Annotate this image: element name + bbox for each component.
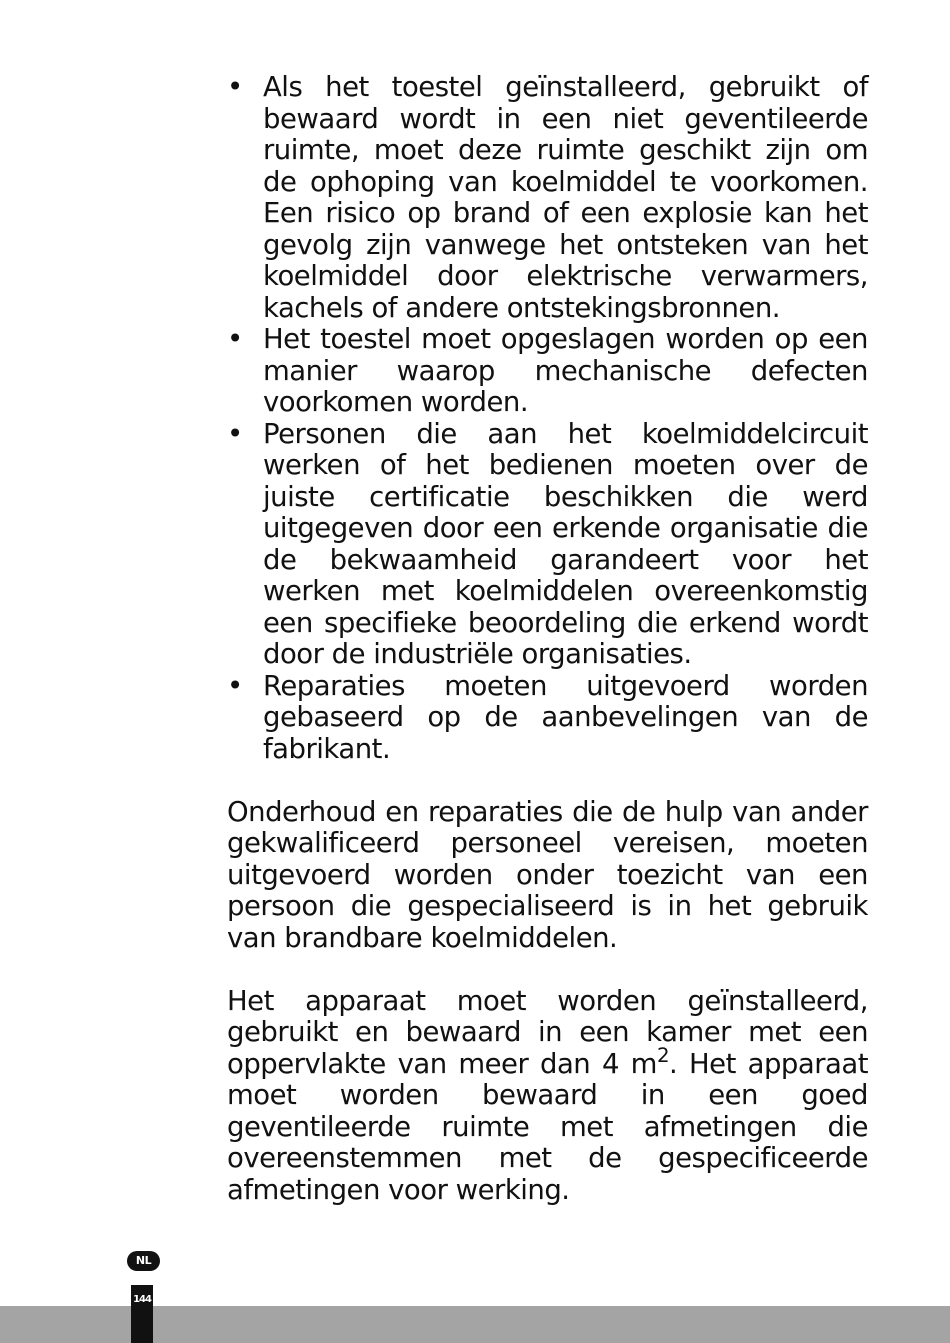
maintenance-paragraph: Onderhoud en reparaties die de hulp van ander gekwalificeerd personeel vereisen, moeten uitgevoerd worden onder toezicht van een persoon die gespecialiseerd is in het gebruik van brandbare koelmiddelen. [227,795,868,954]
list-item-text: Het toestel moet opgeslagen worden op een manier waarop mechanische defecten voorkomen worden. [263,323,868,418]
installation-text-end: . Het apparaat moet worden bewaard in een goed geventileerde ruimte met afmetingen die overeenstemmen met de gespecificeerde afmetingen voor werking. [227,1047,869,1206]
bullet-icon: • [227,417,243,450]
bullet-icon: • [227,669,243,702]
bullet-icon: • [227,323,243,355]
language-badge: NL [127,1251,160,1271]
list-item-text: Als het toestel geïnstalleerd, gebruikt of bewaard wordt in een niet geventileerde ruimte, moet deze ruimte geschikt zijn om de ophoping van koelmiddel te voorkomen. Een risico op brand of een explosie kan het gevolg zijn vanwege het ontsteken van het koelmiddel door elektrische verwarmers, kachels of andere ontstekingsbronnen. [263,71,868,324]
installation-text-start: Het apparaat moet worden geïnstalleerd, gebruikt en bewaard in een kamer met een oppervlakte van meer dan 4 m [227,984,868,1080]
list-item [227,419,868,671]
page-number: 144 [133,1294,151,1305]
bullet-list [227,72,868,765]
installation-paragraph [227,986,868,1207]
page-content [227,72,868,1206]
list-item [227,324,868,419]
list-item-text: Reparaties moeten uitgevoerd worden gebaseerd op de aanbevelingen van de fabrikant. [263,669,868,765]
list-item [227,671,868,766]
list-item-text: Personen die aan het koelmiddelcircuit werken of het bedienen moeten over de juiste certificatie beschikken die werd uitgegeven door een erkende organisatie die de bekwaamheid garandeert voor het werken met koelmiddelen overeenkomstig een specifieke beoordeling die erkend wordt door de industriële organisaties. [263,417,868,670]
unit-superscript: 2 [656,1043,670,1067]
bullet-icon: • [227,71,243,103]
list-item [227,72,868,324]
page-number-tab [131,1285,153,1343]
